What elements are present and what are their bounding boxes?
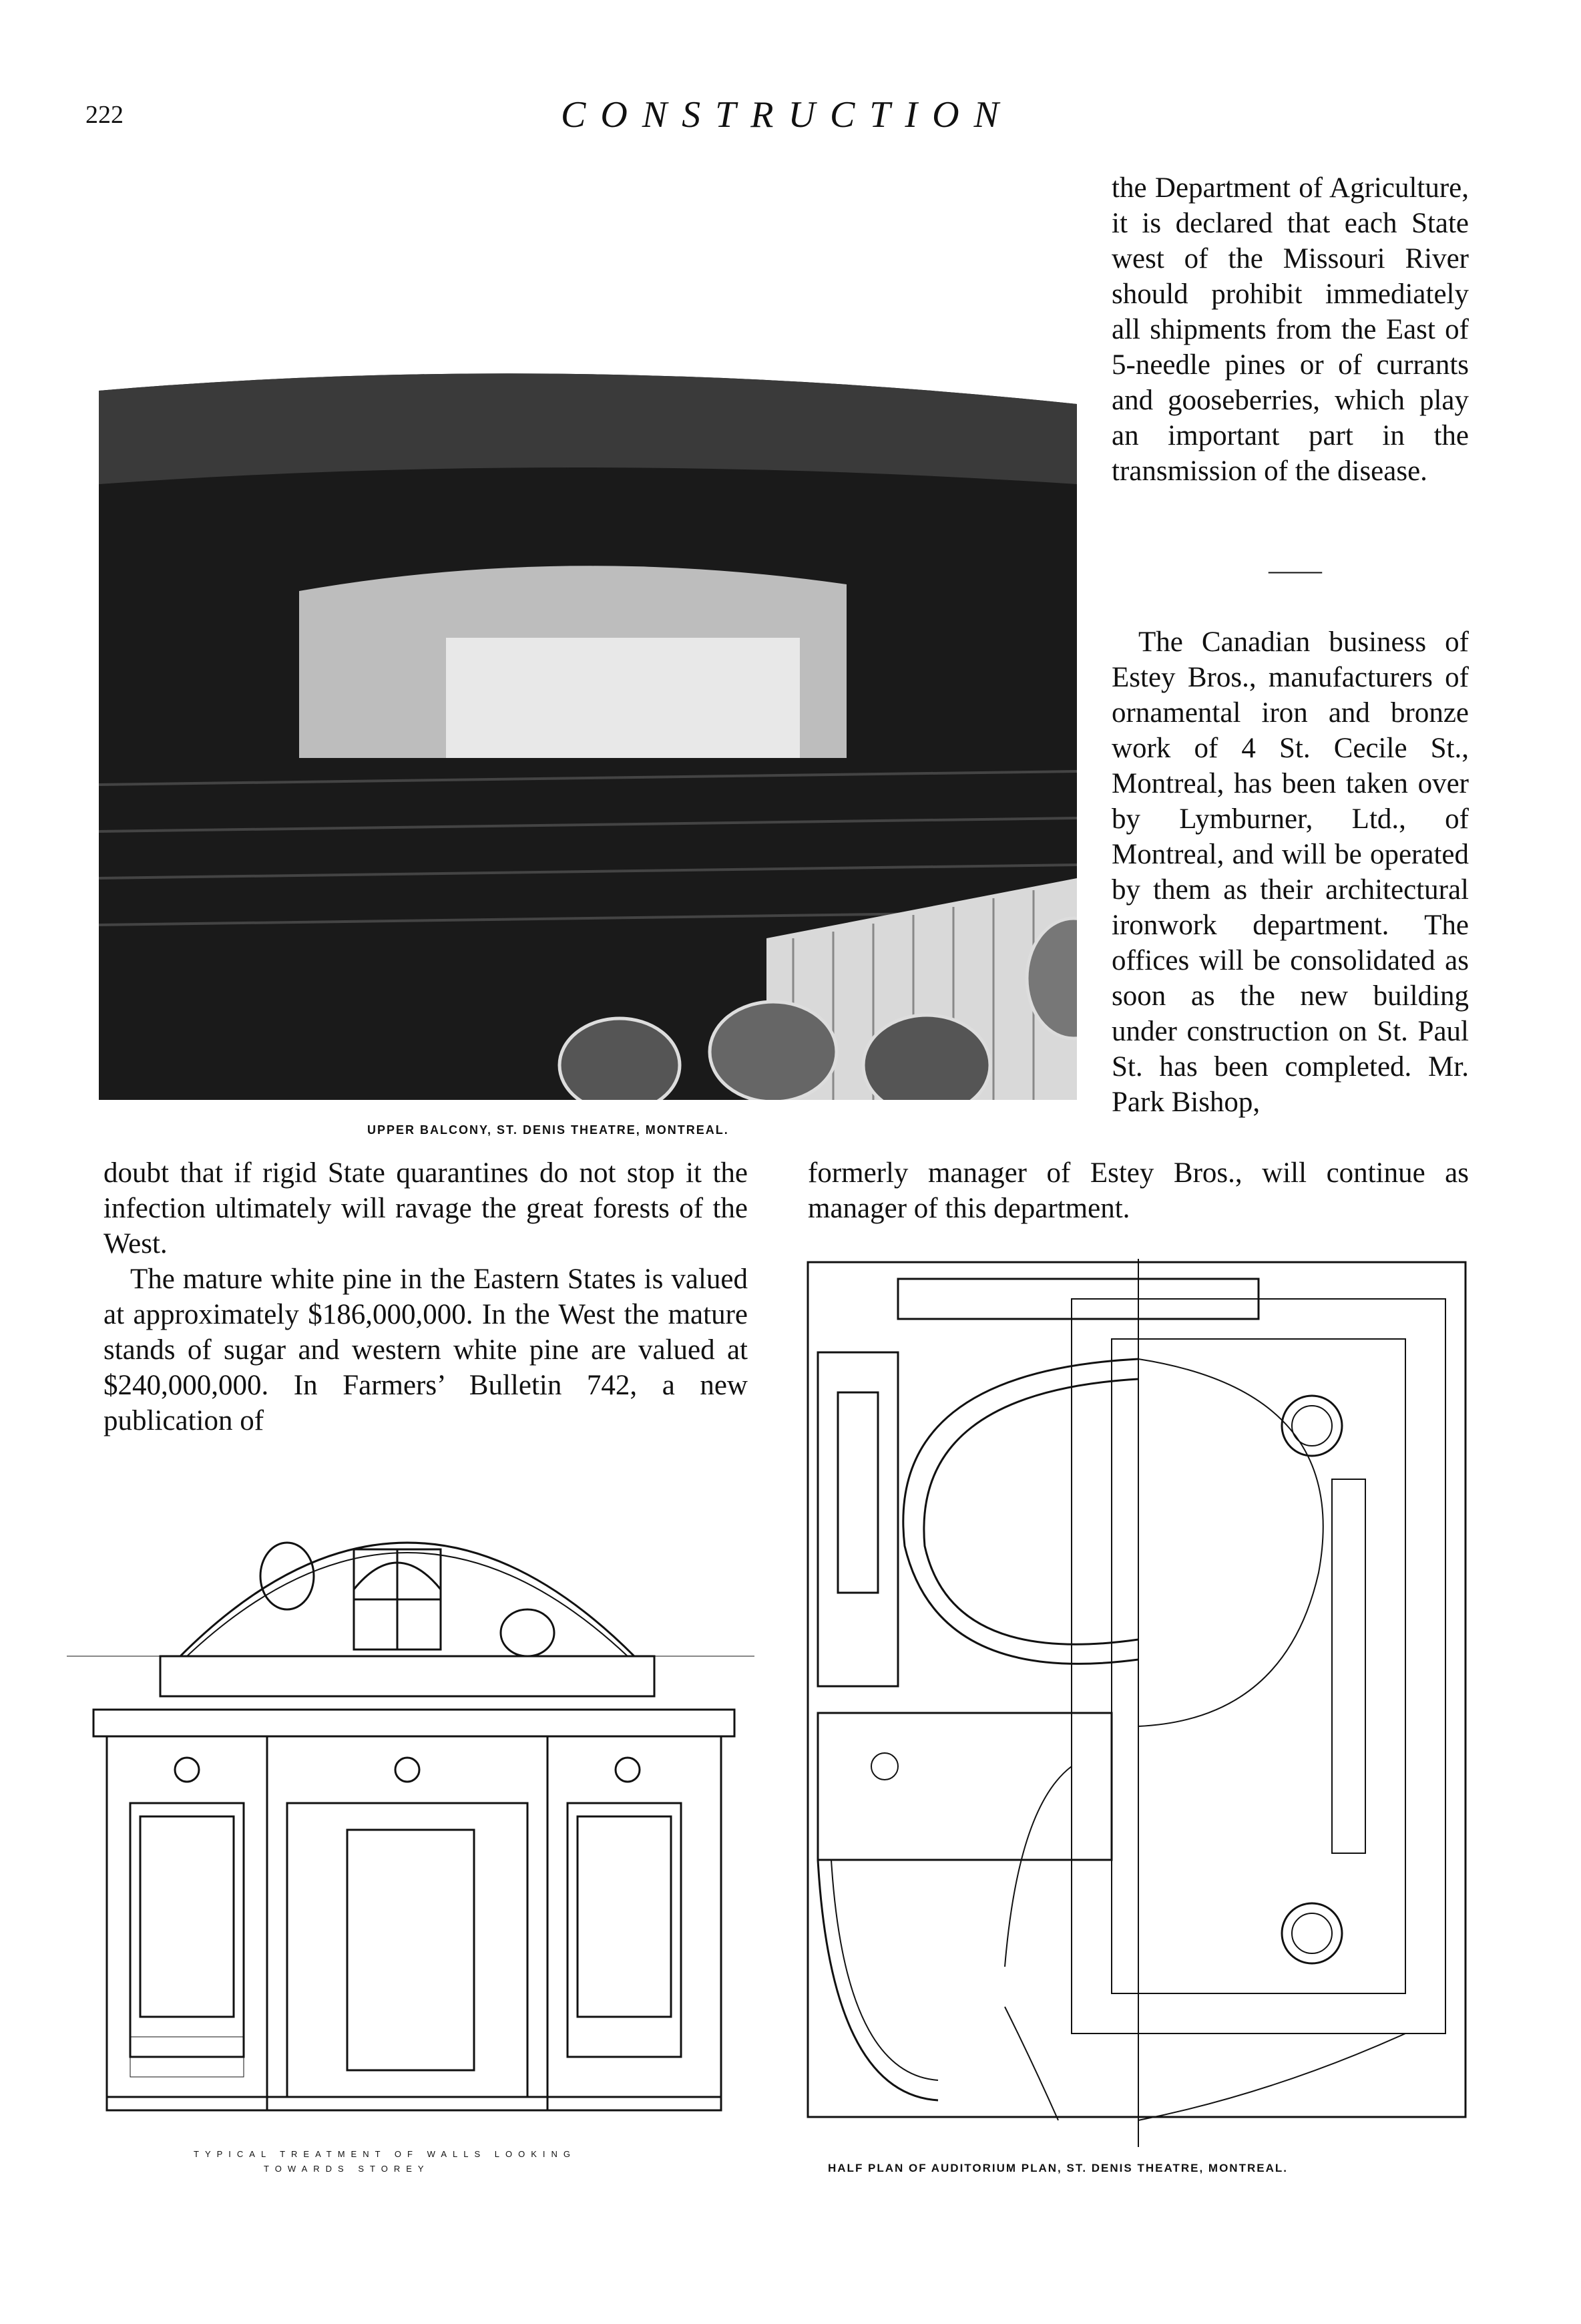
- page-header: CONSTRUCTION: [561, 94, 1013, 136]
- right-paragraph-2: The Canadian business of Estey Bros., manufacturers of ornamental iron and bronze work of 4 St. Cecile St., Montreal, has been taken over by Lymburner, Ltd., of Montreal, and will be operated by them as their architectural ironwork department. The offices will be consolidated as soon as the new building under construction on St. Paul St. has been completed. Mr. Park Bishop,: [1112, 626, 1469, 1118]
- left-paragraph-2: The mature white pine in the Eastern States is valued at approximately $186,000,000. In the West the mature stands of sugar and western white pine are valued at $240,000,000. In Farmers’ Bulletin 742, a new publication of: [103, 1264, 748, 1436]
- plan-caption: HALF PLAN OF AUDITORIUM PLAN, ST. DENIS THEATRE, MONTREAL.: [828, 2162, 1288, 2174]
- right-paragraph-1: the Department of Agriculture, it is declared that each State west of the Missouri River should prohibit immediately all shipments from the East of 5-needle pines or of currants and gooseberries, which play an important part in the transmission of the disease.: [1112, 172, 1469, 487]
- right-column: [1112, 170, 1469, 489]
- continuation-paragraph: [808, 1155, 1469, 1226]
- wall-caption-2: TOWARDS STOREY: [264, 2164, 430, 2174]
- page-number: 222: [85, 101, 124, 129]
- left-column: [103, 1155, 748, 1438]
- right-column-2: [1112, 624, 1469, 1120]
- wall-caption-1: TYPICAL TREATMENT OF WALLS LOOKING: [194, 2149, 577, 2159]
- auditorium-plan-graphic: [805, 1259, 1472, 2147]
- section-separator: ——: [1269, 555, 1322, 585]
- wall-elevation-drawing: [67, 1456, 754, 2130]
- balcony-photo: [99, 170, 1077, 1100]
- left-paragraph-1: doubt that if rigid State quarantines do not stop it the infection ultimately will ravage the great forests of the West.: [103, 1157, 748, 1260]
- balcony-photo-graphic: [99, 170, 1077, 1100]
- continuation-text: formerly manager of Estey Bros., will continue as manager of this department.: [808, 1157, 1469, 1224]
- wall-elevation-graphic: [67, 1456, 754, 2130]
- balcony-caption: UPPER BALCONY, ST. DENIS THEATRE, MONTREAL.: [367, 1123, 729, 1137]
- auditorium-plan-drawing: [805, 1259, 1472, 2147]
